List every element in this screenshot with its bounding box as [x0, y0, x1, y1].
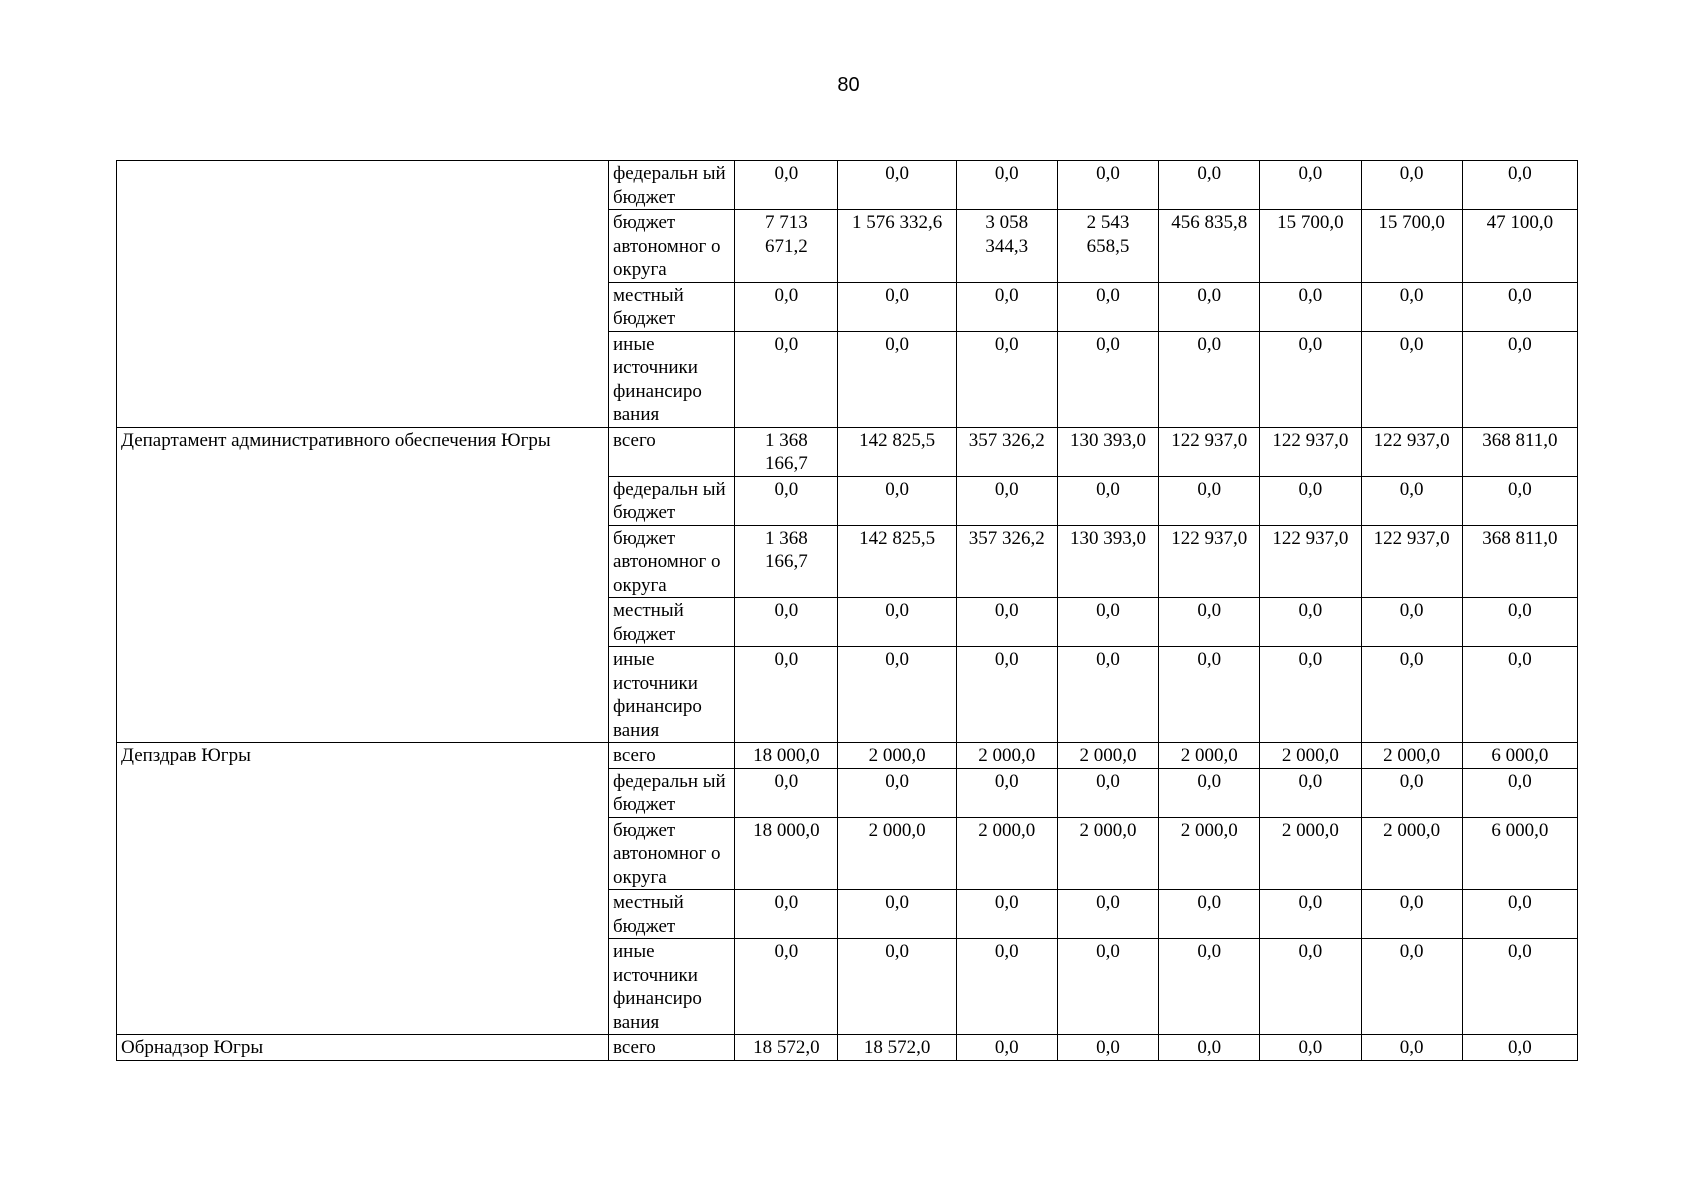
- value-text: 0,0: [1399, 941, 1424, 962]
- value-text: 0,0: [1197, 284, 1222, 306]
- value-cell: [1361, 598, 1462, 647]
- value-cell: [1057, 890, 1158, 939]
- value-text: 0,0: [1298, 284, 1323, 306]
- value-cell: [838, 768, 956, 817]
- value-text: 0,0: [885, 941, 909, 962]
- value-text: 3 058 344,3: [985, 212, 1029, 257]
- value-text: 0,0: [1197, 1037, 1222, 1058]
- value-cell: [956, 282, 1057, 331]
- value-cell: [735, 161, 838, 210]
- value-text: 0,0: [774, 649, 799, 670]
- value-cell: [1361, 743, 1462, 769]
- value-cell: [735, 282, 838, 331]
- value-text: 0,0: [1096, 892, 1120, 913]
- value-cell: [1057, 476, 1158, 525]
- value-text: 0,0: [1197, 649, 1222, 670]
- organization-cell: Департамент административного обеспечения Югры: [117, 427, 609, 743]
- value-text: 0,0: [774, 163, 799, 184]
- value-cell: [1057, 427, 1158, 476]
- value-text: 0,0: [885, 649, 909, 670]
- value-text: 130 393,0: [1069, 429, 1146, 451]
- value-cell: [1260, 525, 1361, 598]
- value-text: 1 576 332,6: [851, 212, 943, 233]
- value-text: 0,0: [1096, 333, 1120, 355]
- table-row: [117, 743, 1578, 769]
- value-text: 0,0: [1298, 600, 1323, 621]
- value-text: 122 937,0: [1373, 429, 1450, 451]
- value-text: 0,0: [994, 941, 1019, 962]
- value-cell: [735, 525, 838, 598]
- value-cell: [735, 743, 838, 769]
- funding-source-cell: всего: [609, 743, 735, 769]
- value-text: 2 000,0: [868, 745, 926, 766]
- value-text: 0,0: [774, 333, 799, 355]
- value-cell: [1159, 768, 1260, 817]
- value-text: 6 000,0: [1491, 745, 1549, 766]
- value-text: 2 000,0: [1383, 745, 1441, 766]
- value-text: 0,0: [1507, 478, 1532, 500]
- value-cell: [1057, 768, 1158, 817]
- value-cell: [838, 161, 956, 210]
- value-cell: [1057, 282, 1158, 331]
- value-cell: [1260, 210, 1361, 283]
- value-text: 1 368 166,7: [764, 429, 808, 474]
- value-text: 0,0: [885, 163, 909, 184]
- value-text: 0,0: [1399, 892, 1424, 913]
- value-text: 2 000,0: [978, 819, 1036, 841]
- value-text: 0,0: [994, 649, 1019, 670]
- value-text: 0,0: [1197, 600, 1222, 621]
- value-cell: [735, 331, 838, 427]
- value-cell: [1361, 282, 1462, 331]
- value-text: 15 700,0: [1277, 212, 1344, 233]
- value-cell: [838, 282, 956, 331]
- value-text: 357 326,2: [968, 429, 1045, 451]
- value-text: 0,0: [774, 941, 799, 962]
- funding-source-cell: местный бюджет: [609, 282, 735, 331]
- value-text: 7 713 671,2: [764, 212, 808, 257]
- funding-source-cell: местный бюджет: [609, 890, 735, 939]
- value-cell: [1057, 743, 1158, 769]
- value-text: 0,0: [774, 600, 799, 621]
- value-text: 368 811,0: [1482, 429, 1558, 451]
- value-text: 0,0: [1399, 333, 1424, 355]
- funding-source-cell: всего: [609, 1035, 735, 1061]
- value-text: 2 000,0: [1079, 819, 1137, 841]
- value-text: 6 000,0: [1491, 819, 1549, 841]
- value-cell: [735, 817, 838, 890]
- value-cell: [956, 427, 1057, 476]
- value-cell: [735, 598, 838, 647]
- value-cell: [838, 890, 956, 939]
- value-text: 2 000,0: [978, 745, 1036, 766]
- value-text: 0,0: [885, 600, 909, 621]
- value-cell: [735, 1035, 838, 1061]
- value-cell: [1159, 647, 1260, 743]
- value-cell: [956, 161, 1057, 210]
- value-text: 122 937,0: [1272, 527, 1349, 549]
- funding-source-cell: иные источники финансиро вания: [609, 647, 735, 743]
- value-text: 0,0: [885, 892, 909, 913]
- value-text: 0,0: [885, 284, 909, 306]
- value-text: 2 000,0: [1281, 819, 1339, 841]
- value-cell: [1462, 768, 1577, 817]
- value-text: 0,0: [1399, 1037, 1424, 1058]
- value-cell: [956, 647, 1057, 743]
- value-cell: [956, 890, 1057, 939]
- value-cell: [1361, 427, 1462, 476]
- value-cell: [1361, 817, 1462, 890]
- value-cell: [735, 476, 838, 525]
- value-cell: [1361, 476, 1462, 525]
- value-text: 0,0: [1507, 770, 1532, 792]
- value-cell: [1462, 598, 1577, 647]
- value-cell: [1260, 427, 1361, 476]
- funding-source-cell: бюджет автономног о округа: [609, 817, 735, 890]
- value-text: 0,0: [1298, 333, 1323, 355]
- value-text: 0,0: [1298, 770, 1323, 792]
- value-text: 0,0: [1298, 1037, 1323, 1058]
- value-cell: [1260, 768, 1361, 817]
- value-cell: [1462, 939, 1577, 1035]
- value-cell: [735, 647, 838, 743]
- value-cell: [1462, 210, 1577, 283]
- value-cell: [1159, 743, 1260, 769]
- value-text: 0,0: [994, 284, 1019, 306]
- value-cell: [1260, 817, 1361, 890]
- organization-cell: Депздрав Югры: [117, 743, 609, 1035]
- value-cell: [1361, 890, 1462, 939]
- value-cell: [1361, 525, 1462, 598]
- value-cell: [1159, 817, 1260, 890]
- value-text: 0,0: [885, 478, 909, 500]
- value-cell: [1462, 476, 1577, 525]
- value-text: 0,0: [1298, 649, 1323, 670]
- value-text: 0,0: [1197, 941, 1222, 962]
- value-text: 0,0: [1298, 163, 1323, 184]
- value-text: 0,0: [994, 163, 1019, 184]
- value-cell: [956, 210, 1057, 283]
- value-text: 2 000,0: [1281, 745, 1339, 766]
- value-text: 18 572,0: [753, 1037, 820, 1058]
- value-text: 0,0: [1298, 478, 1323, 500]
- value-text: 47 100,0: [1486, 212, 1554, 233]
- funding-source-cell: бюджет автономног о округа: [609, 525, 735, 598]
- value-text: 15 700,0: [1378, 212, 1445, 233]
- value-cell: [1057, 331, 1158, 427]
- value-text: 357 326,2: [968, 527, 1045, 549]
- value-text: 0,0: [994, 770, 1019, 792]
- value-text: 0,0: [1399, 163, 1424, 184]
- value-cell: [1361, 647, 1462, 743]
- funding-source-cell: федеральн ый бюджет: [609, 161, 735, 210]
- funding-source-cell: федеральн ый бюджет: [609, 768, 735, 817]
- value-text: 0,0: [1197, 892, 1222, 913]
- funding-source-cell: иные источники финансиро вания: [609, 331, 735, 427]
- value-text: 142 825,5: [859, 527, 936, 549]
- value-text: 0,0: [1096, 770, 1120, 792]
- value-cell: [1057, 939, 1158, 1035]
- value-text: 0,0: [1507, 333, 1532, 355]
- value-cell: [1057, 161, 1158, 210]
- value-text: 1 368 166,7: [764, 527, 808, 572]
- value-cell: [956, 331, 1057, 427]
- value-text: 0,0: [1096, 649, 1120, 670]
- value-cell: [1462, 331, 1577, 427]
- value-cell: [1361, 1035, 1462, 1061]
- table-row: [117, 427, 1578, 476]
- value-text: 456 835,8: [1171, 212, 1248, 233]
- value-text: 0,0: [1399, 649, 1424, 670]
- value-text: 122 937,0: [1171, 527, 1248, 549]
- value-text: 0,0: [1096, 600, 1120, 621]
- value-text: 18 000,0: [753, 819, 820, 841]
- value-cell: [735, 890, 838, 939]
- value-text: 0,0: [1507, 941, 1532, 962]
- value-cell: [838, 939, 956, 1035]
- value-text: 0,0: [1197, 333, 1222, 355]
- value-cell: [1159, 282, 1260, 331]
- value-text: 0,0: [1399, 284, 1424, 306]
- value-text: 2 000,0: [868, 819, 926, 841]
- value-cell: [1361, 939, 1462, 1035]
- funding-source-cell: иные источники финансиро вания: [609, 939, 735, 1035]
- funding-source-cell: местный бюджет: [609, 598, 735, 647]
- value-cell: [735, 210, 838, 283]
- value-cell: [838, 427, 956, 476]
- value-cell: [1260, 282, 1361, 331]
- value-cell: [838, 817, 956, 890]
- value-text: 18 572,0: [863, 1037, 931, 1058]
- value-text: 0,0: [885, 333, 909, 355]
- value-text: 368 811,0: [1482, 527, 1558, 549]
- value-text: 0,0: [1096, 941, 1120, 962]
- value-text: 0,0: [994, 892, 1019, 913]
- value-cell: [1260, 890, 1361, 939]
- value-cell: [1057, 210, 1158, 283]
- value-cell: [1159, 210, 1260, 283]
- value-text: 122 937,0: [1373, 527, 1450, 549]
- value-cell: [1057, 647, 1158, 743]
- value-cell: [838, 1035, 956, 1061]
- value-text: 2 543 658,5: [1086, 212, 1130, 257]
- value-text: 0,0: [1197, 163, 1222, 184]
- value-cell: [838, 743, 956, 769]
- value-text: 122 937,0: [1171, 429, 1248, 451]
- value-cell: [1462, 161, 1577, 210]
- value-text: 18 000,0: [753, 745, 820, 766]
- value-text: 0,0: [994, 600, 1019, 621]
- value-text: 142 825,5: [859, 429, 936, 451]
- page-number: 80: [837, 74, 860, 96]
- value-cell: [1260, 743, 1361, 769]
- value-text: 0,0: [774, 892, 799, 913]
- budget-table: [116, 160, 1578, 1061]
- value-text: 0,0: [1298, 941, 1323, 962]
- value-cell: [735, 427, 838, 476]
- value-cell: [956, 598, 1057, 647]
- value-text: 0,0: [1096, 284, 1120, 306]
- value-text: 0,0: [1197, 770, 1222, 792]
- value-text: 0,0: [1507, 649, 1532, 670]
- value-cell: [1462, 427, 1577, 476]
- organization-cell: Обрнадзор Югры: [117, 1035, 609, 1061]
- value-cell: [735, 939, 838, 1035]
- value-text: 0,0: [1096, 1037, 1120, 1058]
- value-cell: [956, 939, 1057, 1035]
- funding-source-cell: федеральн ый бюджет: [609, 476, 735, 525]
- value-text: 0,0: [1399, 600, 1424, 621]
- value-cell: [1057, 1035, 1158, 1061]
- value-text: 0,0: [885, 770, 909, 792]
- value-cell: [956, 743, 1057, 769]
- value-text: 0,0: [1507, 1037, 1532, 1058]
- value-cell: [1159, 161, 1260, 210]
- value-text: 122 937,0: [1272, 429, 1349, 451]
- value-text: 130 393,0: [1069, 527, 1146, 549]
- value-cell: [735, 768, 838, 817]
- value-cell: [1159, 427, 1260, 476]
- value-cell: [1462, 282, 1577, 331]
- value-text: 0,0: [774, 284, 799, 306]
- value-cell: [956, 768, 1057, 817]
- value-cell: [1159, 890, 1260, 939]
- value-text: 2 000,0: [1180, 745, 1238, 766]
- value-cell: [838, 210, 956, 283]
- organization-cell: [117, 161, 609, 428]
- table-row: [117, 161, 1578, 210]
- value-cell: [1361, 331, 1462, 427]
- funding-source-cell: бюджет автономног о округа: [609, 210, 735, 283]
- value-text: 0,0: [1096, 478, 1120, 500]
- value-cell: [1260, 598, 1361, 647]
- value-text: 0,0: [1507, 600, 1532, 621]
- value-cell: [1260, 939, 1361, 1035]
- value-cell: [1260, 331, 1361, 427]
- value-cell: [838, 476, 956, 525]
- value-text: 0,0: [1197, 478, 1222, 500]
- value-cell: [1260, 161, 1361, 210]
- value-cell: [1057, 817, 1158, 890]
- value-text: 2 000,0: [1180, 819, 1238, 841]
- value-text: 0,0: [1399, 478, 1424, 500]
- value-cell: [956, 1035, 1057, 1061]
- value-text: 2 000,0: [1383, 819, 1441, 841]
- value-text: 2 000,0: [1079, 745, 1137, 766]
- value-text: 0,0: [774, 770, 799, 792]
- value-cell: [1462, 817, 1577, 890]
- value-cell: [1159, 1035, 1260, 1061]
- value-cell: [1057, 598, 1158, 647]
- value-cell: [1057, 525, 1158, 598]
- value-cell: [1361, 161, 1462, 210]
- value-text: 0,0: [994, 478, 1019, 500]
- value-text: 0,0: [1096, 163, 1120, 184]
- value-cell: [1462, 525, 1577, 598]
- value-cell: [1462, 743, 1577, 769]
- value-cell: [838, 647, 956, 743]
- value-text: 0,0: [994, 333, 1019, 355]
- value-text: 0,0: [1507, 892, 1532, 913]
- value-cell: [956, 476, 1057, 525]
- value-cell: [1260, 1035, 1361, 1061]
- value-cell: [1260, 476, 1361, 525]
- value-cell: [838, 331, 956, 427]
- value-cell: [956, 525, 1057, 598]
- value-cell: [1159, 598, 1260, 647]
- value-cell: [1462, 890, 1577, 939]
- funding-source-cell: всего: [609, 427, 735, 476]
- value-cell: [1159, 939, 1260, 1035]
- value-cell: [1462, 647, 1577, 743]
- value-cell: [1361, 210, 1462, 283]
- value-cell: [1361, 768, 1462, 817]
- value-cell: [838, 598, 956, 647]
- value-cell: [956, 817, 1057, 890]
- value-text: 0,0: [774, 478, 799, 500]
- value-text: 0,0: [1507, 163, 1532, 184]
- value-text: 0,0: [994, 1037, 1019, 1058]
- value-cell: [1260, 647, 1361, 743]
- value-cell: [1159, 476, 1260, 525]
- value-text: 0,0: [1507, 284, 1532, 306]
- value-text: 0,0: [1399, 770, 1424, 792]
- value-cell: [1462, 1035, 1577, 1061]
- value-text: 0,0: [1298, 892, 1323, 913]
- value-cell: [1159, 331, 1260, 427]
- table-row: [117, 1035, 1578, 1061]
- value-cell: [838, 525, 956, 598]
- value-cell: [1159, 525, 1260, 598]
- table-body: [117, 161, 1578, 1061]
